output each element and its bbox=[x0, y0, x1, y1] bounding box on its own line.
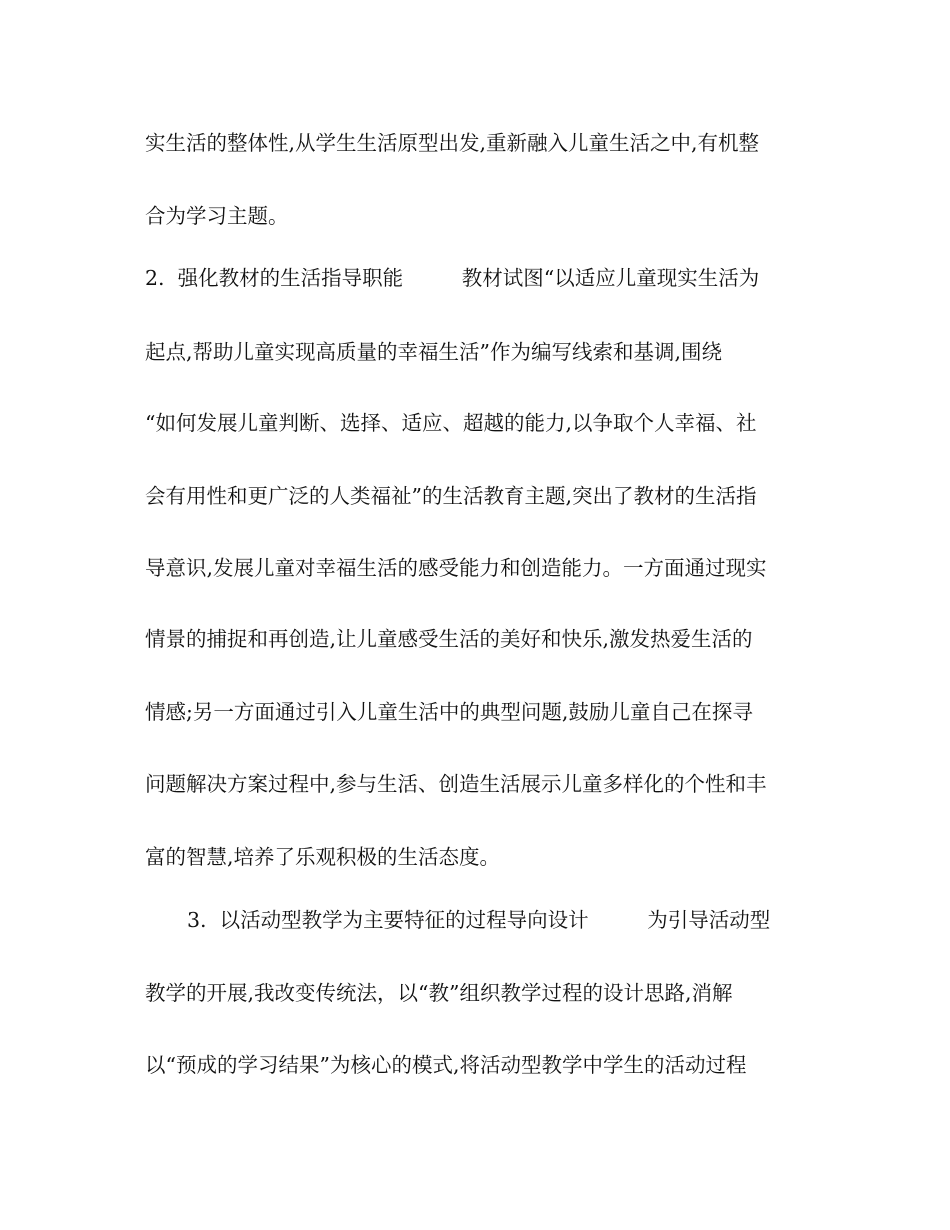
text-line: “如何发展儿童判断、选择、适应、超越的能力,以争取个人幸福、社 bbox=[145, 411, 757, 435]
text-line: 3. 以活动型教学为主要特征的过程导向设计 为引导活动型 bbox=[187, 908, 771, 932]
text-line: 会有用性和更广泛的人类福祉”的生活教育主题,突出了教材的生活指 bbox=[145, 484, 757, 508]
text-line: 2. 强化教材的生活指导职能 教材试图“以适应儿童现实生活为 bbox=[145, 266, 760, 290]
text-line: 富的智慧,培养了乐观积极的生活态度。 bbox=[145, 845, 501, 869]
text-line: 起点,帮助儿童实现高质量的幸福生活”作为编写线索和基调,围绕 bbox=[145, 340, 723, 364]
text-line: 情感;另一方面通过引入儿童生活中的典型问题,鼓励儿童自己在探寻 bbox=[145, 700, 753, 724]
text-line: 以“预成的学习结果”为核心的模式,将活动型教学中学生的活动过程 bbox=[145, 1053, 747, 1077]
text-line: 实生活的整体性,从学生生活原型出发,重新融入儿童生活之中,有机整 bbox=[145, 131, 760, 155]
text-line: 情景的捕捉和再创造,让儿童感受生活的美好和快乐,激发热爱生活的 bbox=[145, 627, 753, 651]
text-line: 教学的开展,我改变传统法，以“教”组织教学过程的设计思路,消解 bbox=[145, 981, 733, 1005]
text-line: 问题解决方案过程中,参与生活、创造生活展示儿童多样化的个性和丰 bbox=[145, 772, 767, 796]
text-line: 合为学习主题。 bbox=[145, 204, 289, 228]
text-line: 导意识,发展儿童对幸福生活的感受能力和创造能力。一方面通过现实 bbox=[145, 556, 767, 580]
